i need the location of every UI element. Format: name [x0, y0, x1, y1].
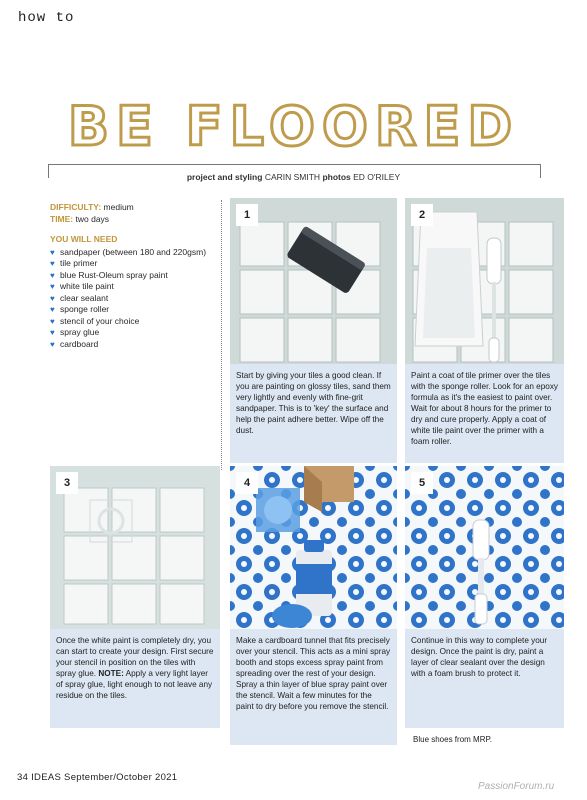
list-item: ♥ clear sealant	[50, 292, 109, 303]
list-item: ♥ white tile paint	[50, 281, 114, 291]
shoes-credit: Blue shoes from MRP.	[413, 735, 492, 744]
watermark: PassionForum.ru	[478, 781, 555, 792]
difficulty-label: DIFFICULTY:	[50, 202, 102, 212]
step-3	[50, 466, 220, 728]
step-2	[405, 198, 564, 463]
step-5	[405, 466, 564, 728]
credits-name-styling: CARIN SMITH	[264, 172, 321, 182]
list-item: ♥ sandpaper (between 180 and 220gsm)	[50, 246, 207, 257]
note-label: NOTE:	[98, 669, 124, 678]
step-3-caption	[50, 629, 220, 728]
list-item: ♥ cardboard	[50, 338, 99, 349]
step-number: 3	[56, 472, 78, 494]
difficulty-value: medium	[103, 202, 134, 212]
page-title: BE FLOORED	[67, 95, 520, 158]
difficulty-row	[50, 202, 220, 214]
heart-icon: ♥	[50, 247, 55, 257]
heart-icon: ♥	[50, 270, 55, 280]
heart-icon: ♥	[50, 316, 55, 326]
list-item: ♥ spray glue	[50, 327, 100, 337]
credits	[0, 172, 587, 182]
note-text: Apply a very light layer of spray glue, light enough to not leave any residue on the tiles.	[56, 669, 213, 700]
time-value: two days	[75, 213, 110, 224]
heart-icon: ♥	[50, 305, 55, 314]
credits-label-styling: project and styling	[186, 172, 263, 182]
step-number: 4	[236, 472, 258, 494]
step-4	[230, 466, 397, 745]
step-number: 1	[236, 204, 258, 226]
step-1	[230, 198, 397, 463]
list-item: ♥ blue Rust-Oleum spray paint	[50, 269, 168, 280]
step-number: 2	[411, 204, 433, 226]
page-folio: 34 IDEAS September/October 2021	[17, 772, 178, 783]
list-item: ♥ sponge roller	[50, 304, 110, 314]
step-5-caption: Continue in this way to complete your design. Once the paint is dry, paint a layer of clear sealant over the design with a foam brush to protect it.	[405, 629, 564, 728]
step-number: 5	[411, 472, 433, 494]
step-2-caption: Paint a coat of tile primer over the tiles with the sponge roller. Look for an epoxy formula as it's the easiest to paint over. Wait for about 8 hours for the primer to dry and cure properly. Apply a coat of white tile paint over the primer with a foam roller.	[405, 364, 564, 463]
column-divider	[221, 200, 222, 470]
heart-icon: ♥	[50, 259, 55, 268]
heart-icon: ♥	[50, 293, 55, 303]
heart-icon: ♥	[50, 328, 55, 337]
needs-list	[50, 247, 220, 351]
step-3-text: Once the white paint is completely dry, you can start to create your design. First secure your stencil in position on the tiles with spray glue.	[56, 636, 214, 678]
heart-icon: ♥	[50, 339, 55, 349]
needs-title: YOU WILL NEED	[50, 234, 118, 244]
credits-name-photos: ED O'RILEY	[353, 172, 401, 182]
step-1-caption: Start by giving your tiles a good clean. If you are painting on glossy tiles, sand them very lightly and evenly with fine-grit sandpaper. This is to 'key' the surface and help the paint adhere better. Wipe off the dust.	[230, 364, 397, 463]
section-tag: how to	[18, 10, 75, 26]
list-item: ♥ stencil of your choice	[50, 315, 140, 326]
step-4-caption: Make a cardboard tunnel that fits precisely over your stencil. This acts as a mini spray booth and stops excess spray paint from spreading over the rest of your design. Spray a thin layer of blue spray paint over the stencil. Wait a few minutes for the paint to dry before you remove the stencil.	[230, 629, 397, 745]
time-label: TIME:	[50, 213, 74, 224]
time-row	[50, 214, 220, 226]
list-item: ♥ tile primer	[50, 258, 98, 268]
info-panel	[50, 202, 220, 350]
heart-icon: ♥	[50, 282, 55, 291]
title-rule	[48, 164, 540, 165]
credits-label-photos: photos	[322, 172, 351, 182]
